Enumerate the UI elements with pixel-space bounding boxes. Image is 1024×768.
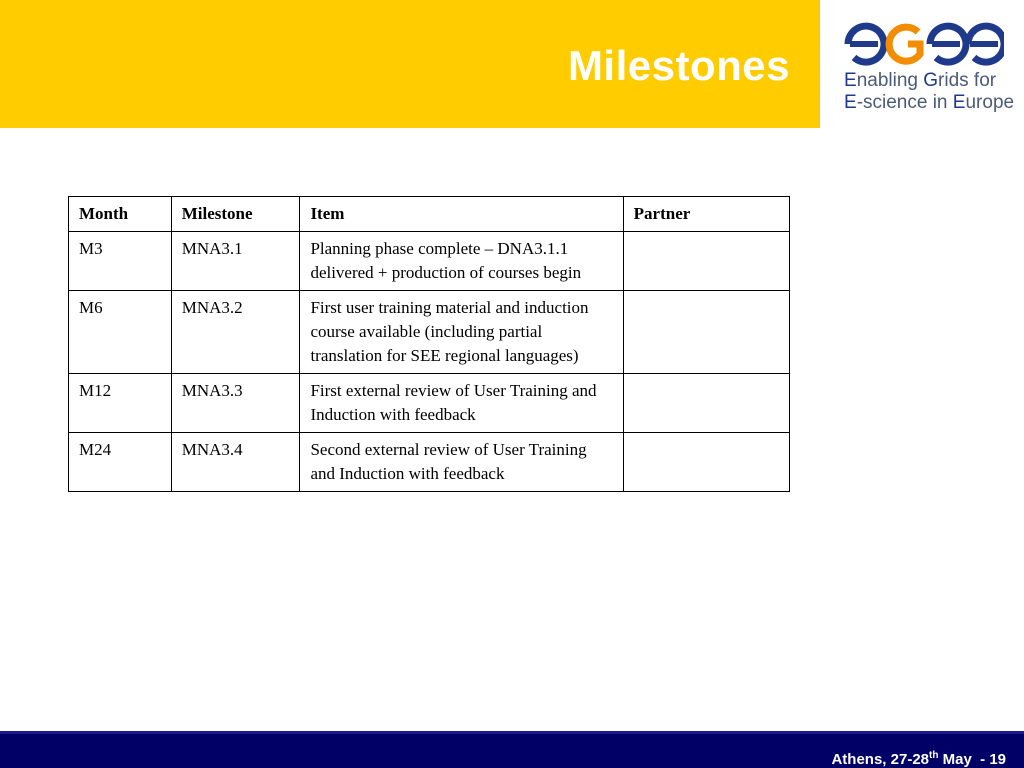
cell-item: First user training material and induction course available (including partial translation for SEE regional languages) — [300, 291, 623, 374]
cell-month: M6 — [69, 291, 172, 374]
footer-superscript: th — [929, 750, 939, 761]
footer-location: Athens, 27-28 — [831, 751, 930, 768]
cell-month: M24 — [69, 433, 172, 492]
header-milestone: Milestone — [171, 197, 300, 232]
table-row — [69, 291, 790, 374]
cell-milestone: MNA3.4 — [171, 433, 300, 492]
cell-item: Second external review of User Training and Induction with feedback — [300, 433, 623, 492]
cell-partner — [623, 433, 789, 492]
logo-tagline: Enabling Grids for E-science in Europe — [844, 70, 1015, 113]
egee-wordmark-logo — [844, 18, 1004, 70]
cell-milestone: MNA3.1 — [171, 232, 300, 291]
footer-text — [831, 750, 1006, 768]
cell-partner — [623, 291, 789, 374]
cell-partner — [623, 232, 789, 291]
footer-page: May - 19 — [938, 751, 1006, 768]
header-item: Item — [300, 197, 623, 232]
header-month: Month — [69, 197, 172, 232]
cell-month: M3 — [69, 232, 172, 291]
table-row — [69, 374, 790, 433]
title-band — [0, 0, 820, 128]
cell-item: Planning phase complete – DNA3.1.1 delivered + production of courses begin — [300, 232, 623, 291]
egee-logo — [820, 0, 1024, 128]
table-header-row — [69, 197, 790, 232]
header-partner: Partner — [623, 197, 789, 232]
slide-title: Milestones — [567, 42, 790, 89]
cell-milestone: MNA3.3 — [171, 374, 300, 433]
table-row — [69, 232, 790, 291]
cell-milestone: MNA3.2 — [171, 291, 300, 374]
cell-item: First external review of User Training and Induction with feedback — [300, 374, 623, 433]
cell-month: M12 — [69, 374, 172, 433]
milestones-table — [68, 196, 790, 492]
table-row — [69, 433, 790, 492]
cell-partner — [623, 374, 789, 433]
footer-bar — [0, 731, 1024, 768]
